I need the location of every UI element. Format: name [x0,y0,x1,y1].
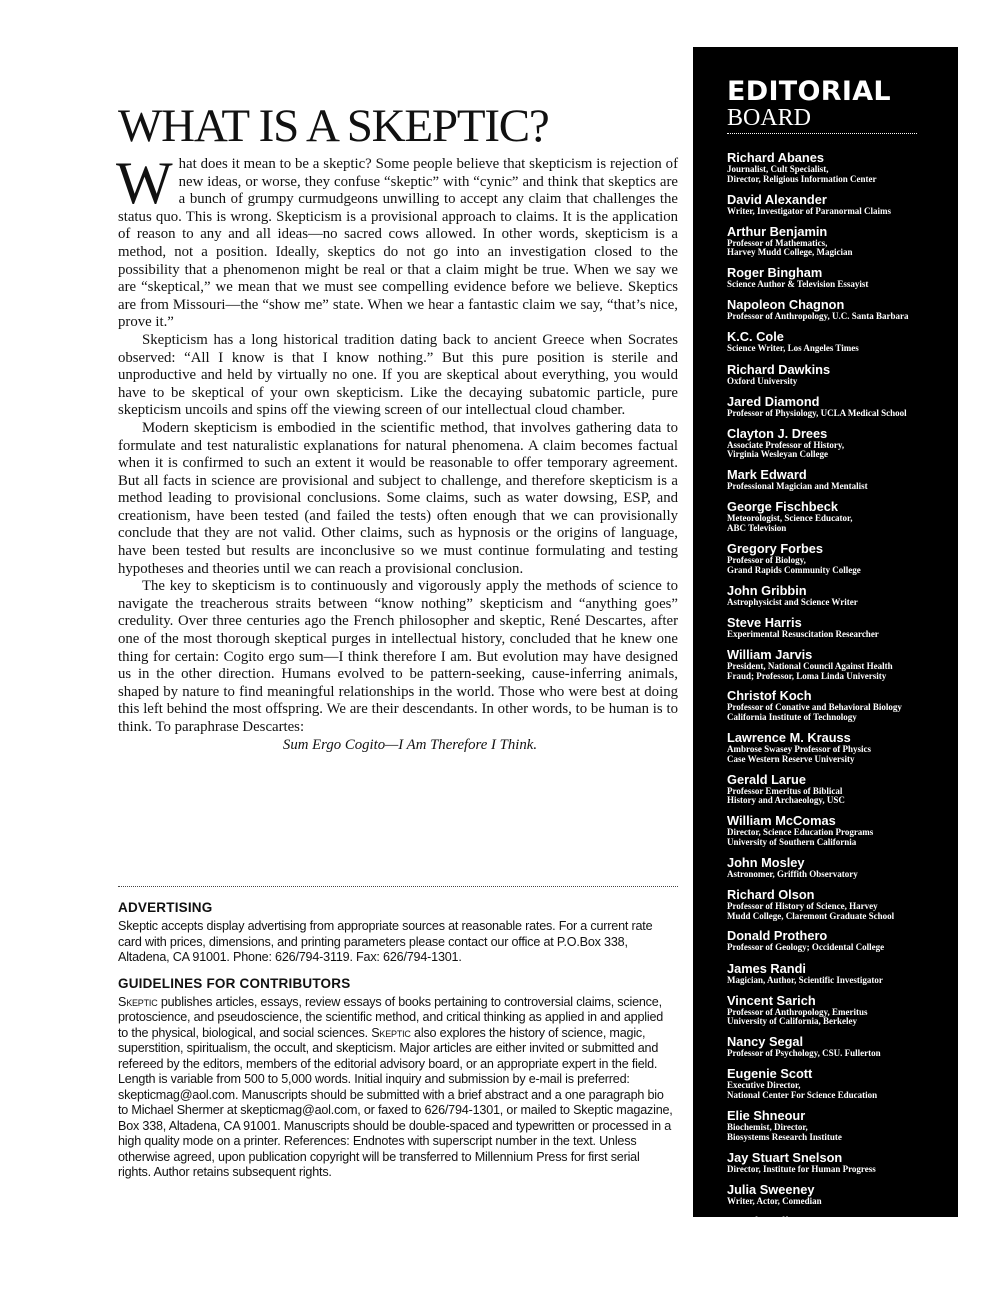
advertising-heading: ADVERTISING [118,900,213,915]
board-member-name: Christof Koch [727,688,812,704]
guidelines-text-part: also explores the history of science, magic, superstition, spiritualism, the occult, and skepticism. Major articles are either invited or submitted and refereed by the editors, members of the editorial advisory board, or an appropriate expert in the field. Length is variable from 500 to 5,000 words. Initial inquiry and submission by e-mail is preferred: skepticmag@aol.com. Manuscripts should be submitted with a brief abstract and a one paragraph bio to Michael Shermer at skepticmag@aol.com, or faxed to 626/794-1301, or mailed to Skeptic magazine, Box 338, Altadena, CA 91001. Manuscripts should be double-spaced and typewritten or processed in a high quality mode on a printer. References: Endnotes with superscript number in the text. Unless otherwise agreed, upon publication copyright will be transferred to Millennium Press for first serial rights. Author retains subsequent rights. [118,1025,673,1179]
info-sections [118,900,674,1191]
board-member [727,1151,952,1175]
board-member [727,330,952,354]
magazine-name: Skeptic [118,994,158,1009]
board-member [727,888,952,921]
board-member [727,500,952,533]
board-member-role: Astronomer, Griffith Observatory [727,868,858,879]
board-member [727,962,952,986]
board-member-role: Research Scholar, U.C. Berkeley [727,1227,852,1238]
board-member-name: Clayton J. Drees [727,425,828,441]
board-member [727,929,952,953]
board-member-list [727,151,952,1311]
board-member [727,773,952,806]
board-member-name: Nancy Segal [727,1034,804,1050]
board-member-role: Director, Institute for Human Progress [727,1163,876,1174]
board-member-name: Eugenie Scott [727,1066,813,1082]
board-member [727,395,952,419]
board-member-role: Associate Professor of History, Virginia Wesleyan College [727,439,845,460]
board-member-name: Richard Olson [727,886,815,902]
board-member-role: President, National Council Against Health Fraud; Professor, Loma Linda University [727,660,893,681]
board-member [727,363,952,387]
board-member-role: Biochemist, Director, Biosystems Research Institute [727,1121,842,1142]
board-member [727,1279,952,1303]
board-member-role: Journalist, Cult Specialist, Director, Religious Information Center [727,164,877,184]
board-member-name: William McComas [727,813,836,829]
board-member [727,225,952,258]
closing-quote: Sum Ergo Cogito—I Am Therefore I Think. [282,736,538,753]
board-member-role: Professor of Geology; Occidental College [727,942,885,953]
board-member-name: Jay Stuart Snelson [727,1149,843,1165]
board-member [727,1247,952,1271]
board-member-role: Professor of Biology, Grand Rapids Community College [727,555,861,575]
article-paragraph [116,150,678,332]
board-member-role: Experimental Resuscitation Researcher [727,628,879,639]
article-title: WHAT IS A SKEPTIC? [118,100,549,152]
board-member-name: Gerald Larue [727,771,806,787]
board-member-name: Lawrence M. Krauss [727,730,851,745]
board-member-role: Professor of Psychology, CSU. Fullerton [727,1048,881,1059]
board-member-name: Elie Shneour [727,1107,806,1123]
board-member-name: Vincent Sarich [727,992,816,1008]
guidelines-text [118,995,674,1181]
board-member-role: Astrophysicist and Science Writer [727,596,858,607]
board-member-role: Executive Director, National Center For Science Education [727,1080,878,1101]
board-member-name: Arthur Benjamin [727,223,828,239]
guidelines-text-part: publishes articles, essays, review essays of books pertaining to controversial claims, science, protoscience, and pseudoscience, the scientific method, and critical thinking as applied in and applied to the physical, biological, and social sciences. [118,994,664,1040]
board-member [727,151,952,184]
board-member-name: Carol Tavris [727,1245,801,1261]
dotted-divider [118,886,678,887]
board-member-role: Magician, Author, Scientific Investigator [727,974,883,985]
editorial-board-panel [693,47,958,1302]
board-member [727,542,952,575]
paragraph-text: hat does it mean to be a skeptic? Some people believe that skepticism is rejection of new ideas, or worse, they confuse “skeptic” with “cynic” and think that skeptics are a bunch of grumpy curmudgeons unwilling to accept any claim that challenges the status quo. This is wrong. Skepticism is a provisional approach to claims. It is the application of reason to any and all ideas—no sacred cows allowed. In other words, skepticism is a method, not a position. Ideally, skeptics do not go into an investigation closed to the possibility that a phenomenon might be real or that a claim might be true. When we say we are “skeptical,” we mean that we must see compelling evidence before we believe. Skeptics are from Missouri—the “show me” state. When we hear a fantastic claim we say, “that’s nice, prove it.” [118,156,678,331]
board-member-name: Richard Abanes [727,150,824,165]
board-member-role: Writer, Investigator of Paranormal Claims [727,205,892,216]
board-member-role: Professor of Mathematics, Harvey Mudd College, Magician [727,237,853,258]
board-dotted-rule [727,133,917,134]
board-member [727,814,952,847]
board-member-role: Director, Science Education Programs University of Southern California [727,827,874,847]
board-member-name: David Alexander [727,191,827,207]
article-paragraph: The key to skepticism is to continuously and vigorously apply the methods of science to navigate the treacherous straits between “know nothing” skepticism and “anything goes” credulity. Over three centuries ago the French philosopher and skeptic, René Descartes, after one of the most thorough skeptical purges in intellectual history, concluded that he knew one thing for certain: Cogito ergo sum—I think therefore I am. But evolution may have designed us in the other direction. Humans evolved to be pattern-seeking, cause-inferring animals, shaped by nature to find meaningful relationships in the world. Those who were best at doing this left behind the most offspring. We are their descendants. In other words, to be human is to think. To paraphrase Descartes: [118,578,678,735]
board-member [727,468,952,492]
board-member-name: Frank Sulloway [727,1213,821,1229]
board-member-name: Gregory Forbes [727,541,824,557]
board-member-name: William Jarvis [727,646,813,662]
board-member-name: Mark Edward [727,467,807,483]
board-member-name: Donald Prothero [727,928,828,944]
board-member-role: Ambrose Swasey Professor of Physics Case Western Reserve University [727,744,871,764]
board-member [727,427,952,460]
board-member-role: Professional Magician and Mentalist [727,481,868,492]
guidelines-heading: GUIDELINES FOR CONTRIBUTORS [118,975,351,991]
board-member [727,856,952,880]
board-member [727,266,952,290]
board-member-role: Professor of Anthropology, Emeritus University of California, Berkeley [727,1006,868,1027]
board-member [727,1215,952,1239]
advertising-text: Skeptic accepts display advertising from appropriate sources at reasonable rates. For a current rate card with prices, dimensions, and printing parameters please contact our office at P.O.Box 338, Altadena, CA 91001. Phone: 626/794-3119. Fax: 626/794-1301. [118,919,653,964]
board-member-name: Stuart Vyse [727,1277,797,1293]
board-member [727,298,952,322]
board-member-role: Professor of Conative and Behavioral Biology California Institute of Technology [727,702,902,723]
board-member-role: Writer, Actor, Comedian [727,1195,822,1206]
board-member [727,648,952,681]
board-member [727,994,952,1027]
board-member-name: Napoleon Chagnon [727,297,845,313]
board-member-name: Richard Dawkins [727,361,831,377]
board-member [727,1067,952,1100]
board-member-role: Professor of History of Science, Harvey Mudd College, Claremont Graduate School [727,900,895,921]
board-member [727,616,952,640]
board-member [727,193,952,217]
board-member [727,689,952,722]
article [118,98,678,754]
board-member-name: K.C. Cole [727,329,784,345]
board-member-role: Professor of Psychology, Connecticut College [727,1291,900,1302]
board-member-name: Steve Harris [727,614,802,630]
board-subtitle: BOARD [727,105,812,131]
article-paragraph: Skepticism has a long historical tradition dating back to ancient Greece when Socrates observed: “All I know is that I know nothing.” But this pure position is sterile and unproductive and held by virtually no one. If you are skeptical about everything, you would have to be skeptical of your own skepticism. Like the decaying subatomic particle, pure skepticism uncoils and spins off the viewing screen of our intellectual cloud chamber. [118,331,678,419]
board-member-role: Meteorologist, Science Educator, ABC Television [727,513,853,534]
board-member [727,731,952,764]
board-member-name: Jared Diamond [727,393,820,409]
board-member-name: Julia Sweeney [727,1181,815,1197]
board-member-name: John Gribbin [727,582,807,598]
board-member [727,1109,952,1142]
board-member [727,1183,952,1207]
board-member-role: Professor Emeritus of Biblical History and Archaeology, USC [727,785,845,806]
article-paragraph: Modern skepticism is embodied in the scientific method, that involves gathering data to formulate and test naturalistic explanations for natural phenomena. A claim becomes factual when it is confirmed to such an extent it would be reasonable to offer temporary agreement. But all facts in science are provisional and subject to challenge, and therefore skepticism is a method leading to provisional conclusions. Some claims, such as water dowsing, ESP, and creationism, have been tested (and failed the tests) often enough that we can provisionally conclude that they are not valid. Other claims, such as hypnosis or the origins of language, have been tested but results are inconclusive so we must continue formulating and testing hypotheses and theories until we can reach a provisional conclusion. [118,419,678,577]
board-member-role: Professor of Anthropology, U.C. Santa Barbara [727,311,909,322]
magazine-name: Skeptic [371,1025,411,1040]
drop-cap: W [116,150,173,216]
article-body [116,150,678,754]
board-member [727,584,952,608]
board-member-role: Social Psychologist/Author [727,1259,831,1270]
board-member-name: James Randi [727,960,806,976]
board-member-role: Science Author & Television Essayist [727,279,869,290]
board-member-role: Oxford University [727,375,798,386]
board-member-name: John Mosley [727,854,805,870]
board-member-role: Science Writer, Los Angeles Times [727,343,859,354]
board-member-name: Roger Bingham [727,265,823,281]
board-member-name: George Fischbeck [727,499,838,515]
board-member-role: Professor of Physiology, UCLA Medical School [727,407,907,418]
board-member [727,1035,952,1059]
board-title: EDITORIAL [727,76,891,107]
